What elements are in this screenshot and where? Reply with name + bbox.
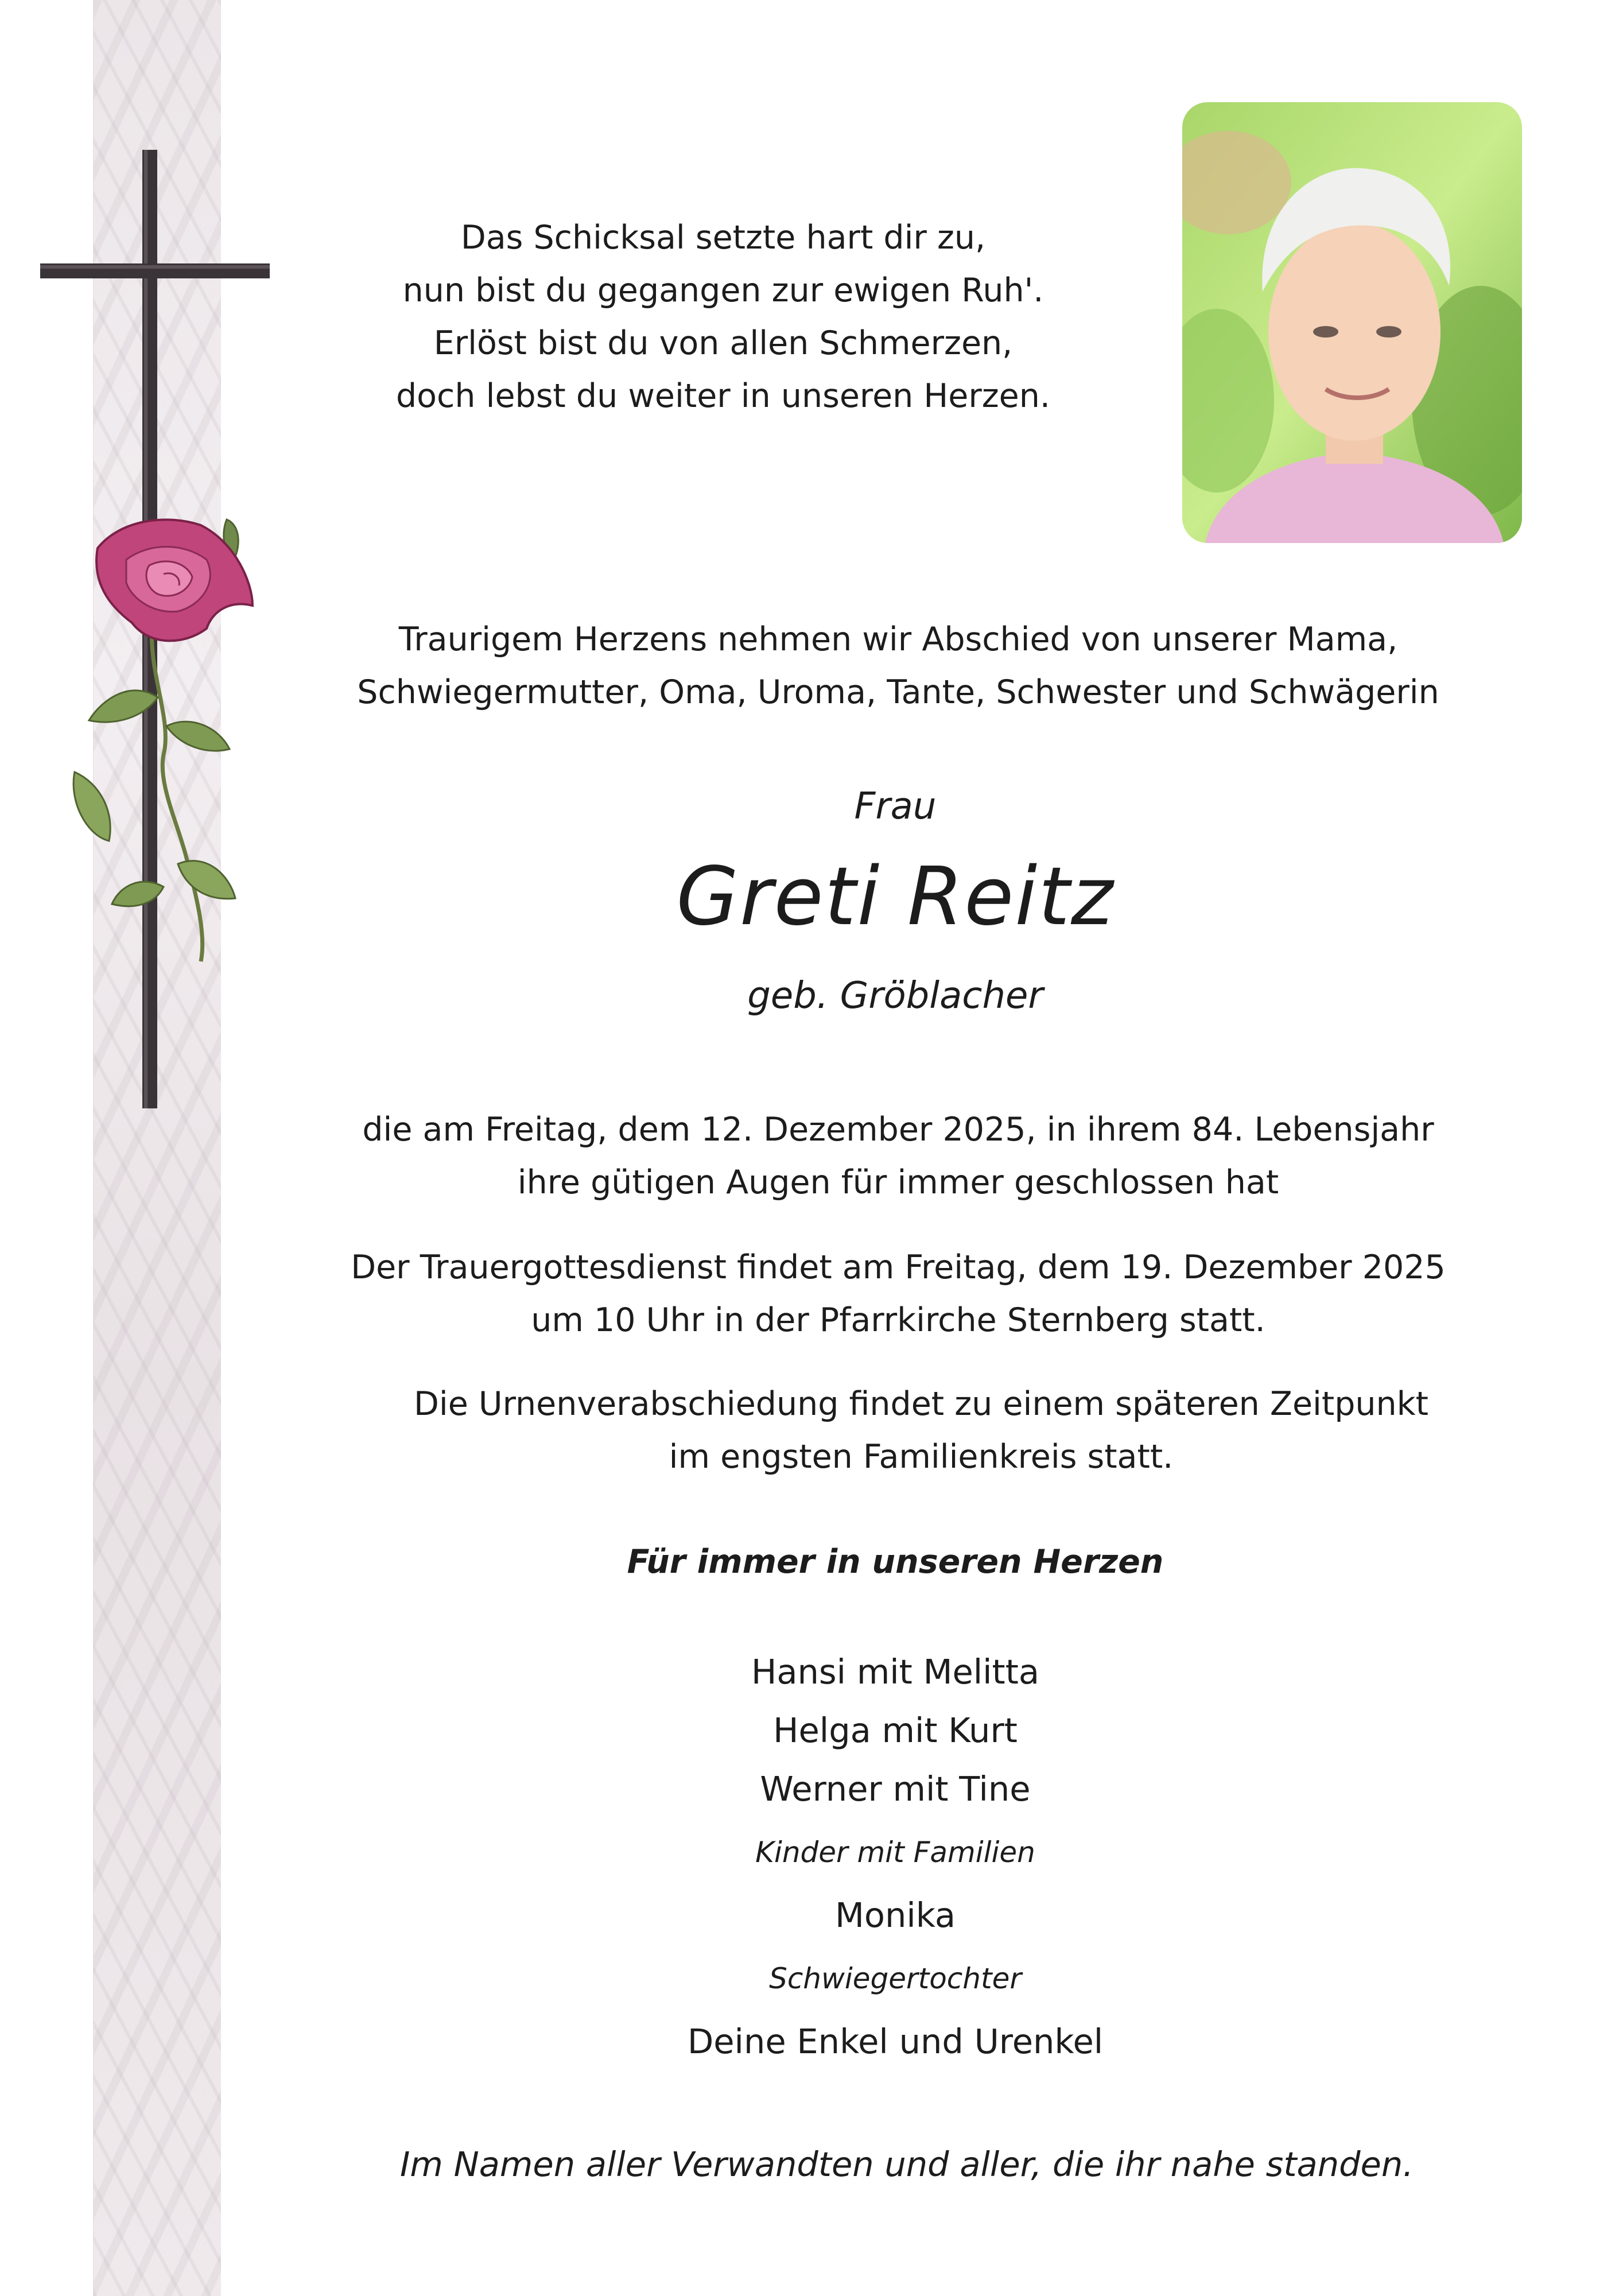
poem-line: doch lebst du weiter in unseren Herzen. xyxy=(396,377,1050,415)
family-member: Werner mit Tine xyxy=(760,1769,1031,1809)
intro-line: Schwiegermutter, Oma, Uroma, Tante, Schwester und Schwägerin xyxy=(357,673,1439,711)
deceased-name: Greti Reitz xyxy=(676,850,1115,944)
death-notice xyxy=(287,1103,1509,1209)
family-member: Monika xyxy=(834,1895,956,1935)
honorific: Frau xyxy=(854,785,937,828)
poem-line: Das Schicksal setzte hart dir zu, xyxy=(460,219,986,257)
family-member: Hansi mit Melitta xyxy=(751,1652,1039,1692)
poem xyxy=(321,211,1125,422)
urn-line: Die Urnenverabschiedung findet zu einem späteren Zeitpunkt xyxy=(413,1385,1428,1423)
family-member: Helga mit Kurt xyxy=(773,1711,1018,1750)
service-line: um 10 Uhr in der Pfarrkirche Sternberg statt. xyxy=(531,1301,1265,1339)
intro-text xyxy=(287,613,1509,719)
birth-name: geb. Gröblacher xyxy=(747,975,1043,1017)
rose-icon xyxy=(73,519,253,961)
death-notice-line: ihre gütigen Augen für immer geschlossen hat xyxy=(517,1163,1279,1201)
funeral-service-notice xyxy=(287,1241,1509,1347)
urn-farewell-notice xyxy=(287,1378,1555,1483)
poem-line: nun bist du gegangen zur ewigen Ruh'. xyxy=(402,272,1044,309)
poem-line: Erlöst bist du von allen Schmerzen, xyxy=(433,324,1013,362)
family-caption: Kinder mit Familien xyxy=(755,1836,1035,1869)
family-caption: Schwiegertochter xyxy=(769,1962,1022,1995)
portrait-photo xyxy=(1182,102,1522,543)
urn-line: im engsten Familienkreis statt. xyxy=(669,1438,1174,1476)
intro-line: Traurigem Herzens nehmen wir Abschied von unserer Mama, xyxy=(398,620,1398,658)
service-line: Der Trauergottesdienst findet am Freitag, dem 19. Dezember 2025 xyxy=(351,1248,1446,1286)
death-notice-line: die am Freitag, dem 12. Dezember 2025, in ihrem 84. Lebensjahr xyxy=(362,1111,1434,1149)
cross-with-rose-decoration xyxy=(34,146,275,1122)
motto: Für immer in unseren Herzen xyxy=(627,1543,1164,1581)
closing-line: Im Namen aller Verwandten und aller, die ihr nahe standen. xyxy=(400,2144,1414,2184)
family-member: Deine Enkel und Urenkel xyxy=(687,2022,1104,2061)
